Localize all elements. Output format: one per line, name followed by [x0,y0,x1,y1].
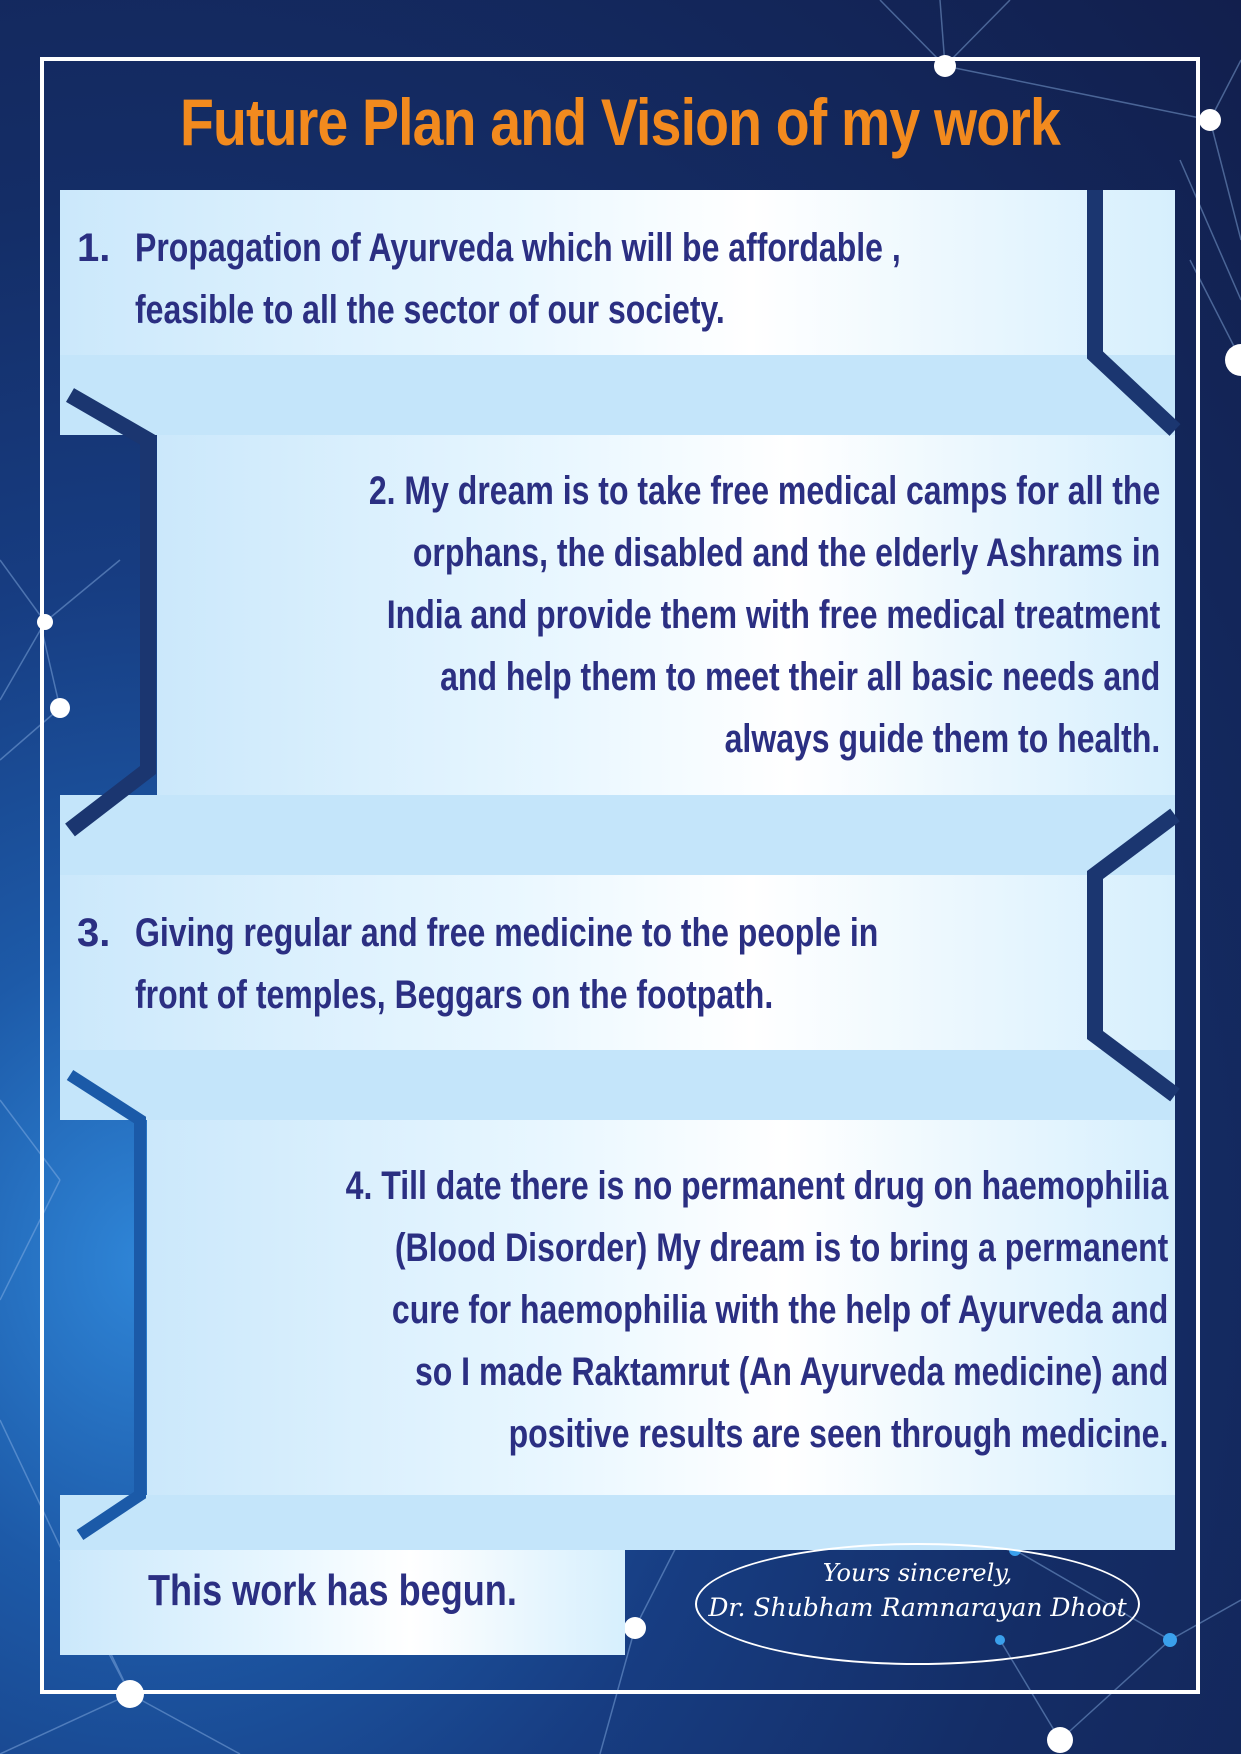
point-2-line-4: and help them to meet their all basic needs and [439,655,1160,699]
point-2-line-1: 2. My dream is to take free medical camps for all the [368,469,1160,513]
point-3-number: 3. [77,911,111,955]
poster-title: Future Plan and Vision of my work [179,85,1061,159]
point-2-line-5: always guide them to health. [724,717,1160,761]
point-4-line-1: 4. Till date there is no permanent drug on haemophilia [345,1164,1169,1208]
point-3-line-2: front of temples, Beggars on the footpath. [135,973,774,1017]
signature-oval [695,1543,1140,1665]
point-3-line-1: Giving regular and free medicine to the people in [135,911,879,955]
signature-salutation: Yours sincerely, [822,1559,1013,1587]
point-1-number: 1. [77,226,111,270]
closing-statement: This work has begun. [148,1566,517,1615]
point-1-line-1: Propagation of Ayurveda which will be affordable , [135,226,901,270]
point-2 [150,460,1160,770]
point-4 [140,1155,1169,1465]
point-4-line-2: (Blood Disorder) My dream is to bring a permanent [394,1226,1169,1270]
signature-name: Dr. Shubham Ramnarayan Dhoot [708,1593,1127,1622]
point-2-line-3: India and provide them with free medical treatment [386,593,1160,637]
point-3 [77,902,1095,1026]
point-4-line-5: positive results are seen through medicine. [508,1412,1169,1456]
point-1-line-2: feasible to all the sector of our society. [135,288,725,332]
point-4-line-4: so I made Raktamrut (An Ayurveda medicine) and [414,1350,1169,1394]
point-2-line-2: orphans, the disabled and the elderly Ashrams in [412,531,1160,575]
point-4-line-3: cure for haemophilia with the help of Ayurveda and [391,1288,1169,1332]
point-1 [77,217,1095,341]
